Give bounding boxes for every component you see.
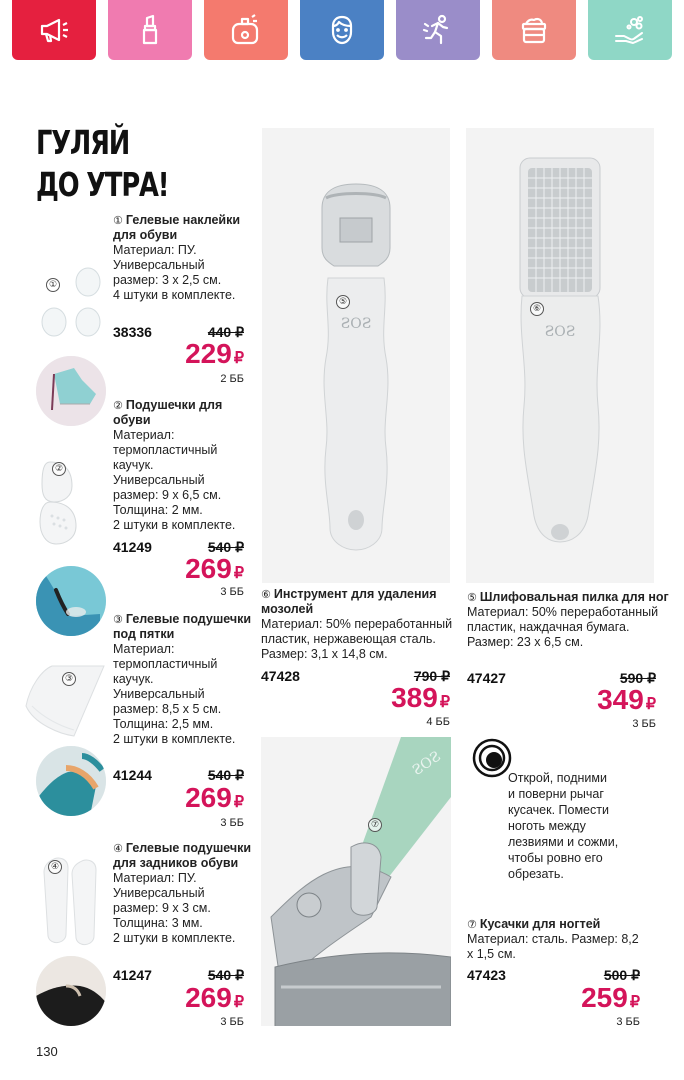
product-3-code: 41244 — [113, 767, 152, 783]
product-7-code: 47423 — [467, 967, 506, 983]
tab-men[interactable] — [300, 0, 384, 60]
product-5-old-price: 590 ₽ — [619, 670, 656, 686]
product-4-price — [150, 982, 244, 1014]
currency-sign: ₽ — [629, 994, 640, 1011]
product-3-desc-3: каучук. — [113, 672, 154, 686]
product-1-bb: 2 ББ — [220, 373, 244, 385]
product-4-desc-1: Материал: ПУ. — [113, 871, 197, 885]
product-4 — [113, 841, 253, 946]
tab-makeup[interactable] — [108, 0, 192, 60]
note-line-7: обрезать. — [508, 867, 564, 881]
product-1-desc-1: Материал: ПУ. — [113, 243, 197, 257]
headline-line-2: ДО УТРА! — [36, 165, 169, 204]
badge-6: ⑥ — [530, 302, 544, 316]
product-2-old-price: 540 ₽ — [207, 539, 244, 555]
svg-text:ƧOƧ: ƧOƧ — [340, 316, 372, 332]
badge-4: ④ — [48, 860, 62, 874]
product-6-bb: 4 ББ — [426, 716, 450, 728]
product-7 — [467, 917, 667, 962]
product-6-old-price: 790 ₽ — [413, 668, 450, 684]
product-6-number: ⑥ — [261, 588, 271, 601]
badge-3: ③ — [62, 672, 76, 686]
product-5-price-value: 349 — [597, 684, 644, 715]
gel-stickers-image — [38, 266, 104, 342]
currency-sign: ₽ — [645, 696, 656, 713]
product-3-desc-5: размер: 8,5 х 5 см. — [113, 702, 222, 716]
product-7-number: ⑦ — [467, 918, 477, 931]
product-3-price-value: 269 — [185, 782, 232, 813]
product-5-desc-1: Материал: 50% переработанный — [467, 605, 659, 619]
product-2-desc-1: Материал: — [113, 428, 175, 442]
product-4-desc-5: 2 штуки в комплекте. — [113, 931, 236, 945]
product-7-title: Кусачки для ногтей — [479, 917, 601, 931]
product-7-desc-2: х 1,5 см. — [467, 947, 516, 961]
product-2-desc-3: каучук. — [113, 458, 154, 472]
product-6-price — [356, 682, 450, 714]
badge-7: ⑦ — [368, 818, 382, 832]
product-2-bb: 3 ББ — [220, 586, 244, 598]
product-5-desc-3: Размер: 23 х 6,5 см. — [467, 635, 584, 649]
currency-sign: ₽ — [233, 994, 244, 1011]
currency-sign: ₽ — [233, 794, 244, 811]
product-2-desc-2: термопластичный — [113, 443, 218, 457]
running-man-icon — [420, 12, 456, 48]
shoe-image-1 — [36, 356, 106, 426]
shoe-image-2 — [36, 566, 106, 636]
product-7-old-price: 500 ₽ — [603, 967, 640, 983]
product-3-bb: 3 ББ — [220, 817, 244, 829]
page-number: 130 — [36, 1044, 58, 1059]
product-4-price-value: 269 — [185, 982, 232, 1013]
badge-5: ⑤ — [336, 295, 350, 309]
product-1-old-price: 440 ₽ — [207, 324, 244, 340]
instruction-note — [508, 770, 658, 882]
product-2 — [113, 398, 253, 533]
product-6-desc-2: пластик, нержавеющая сталь. — [261, 632, 436, 646]
product-5-number: ⑤ — [467, 591, 477, 604]
product-3-desc-4: Универсальный — [113, 687, 205, 701]
perfume-icon — [228, 12, 264, 48]
product-4-desc-3: размер: 9 х 3 см. — [113, 901, 211, 915]
product-2-code: 41249 — [113, 539, 152, 555]
gel-cushions-image — [38, 456, 104, 548]
product-5-desc-2: пластик, наждачная бумага. — [467, 620, 630, 634]
product-3-number: ③ — [113, 613, 123, 626]
svg-text:ƧOƧ: ƧOƧ — [409, 748, 444, 780]
product-6-price-value: 389 — [391, 682, 438, 713]
shoe-image-3 — [36, 746, 106, 816]
megaphone-icon — [36, 12, 72, 48]
cream-jar-icon — [516, 12, 552, 48]
product-6-code: 47428 — [261, 668, 300, 684]
headline-line-1: ГУЛЯЙ — [36, 123, 130, 162]
product-5-price — [562, 684, 656, 716]
currency-sign: ₽ — [439, 694, 450, 711]
note-line-6: чтобы ровно его — [508, 851, 603, 865]
product-3-title: Гелевые подушечки под пятки — [113, 612, 252, 641]
product-4-code: 41247 — [113, 967, 152, 983]
product-2-desc-4: Универсальный — [113, 473, 205, 487]
product-3-price — [150, 782, 244, 814]
product-1-code: 38336 — [113, 324, 152, 340]
product-6-desc-1: Материал: 50% переработанный — [261, 617, 453, 631]
svg-text:ƧOƧ: ƧOƧ — [544, 324, 576, 340]
product-7-bb: 3 ББ — [616, 1016, 640, 1028]
tab-promo[interactable] — [12, 0, 96, 60]
product-3-desc-2: термопластичный — [113, 657, 218, 671]
product-2-desc-6: Толщина: 2 мм. — [113, 503, 203, 517]
badge-1: ① — [46, 278, 60, 292]
note-line-3: кусачек. Помести — [508, 803, 609, 817]
product-1-desc-4: 4 штуки в комплекте. — [113, 288, 236, 302]
product-7-price-value: 259 — [581, 982, 628, 1013]
product-3-desc-1: Материал: — [113, 642, 175, 656]
product-6-desc-3: Размер: 3,1 х 14,8 см. — [261, 647, 388, 661]
product-2-title: Подушечки для обуви — [113, 398, 223, 427]
product-6 — [261, 587, 461, 662]
product-3-desc-6: Толщина: 2,5 мм. — [113, 717, 214, 731]
tab-fragrance[interactable] — [204, 0, 288, 60]
note-line-1: Открой, подними — [508, 771, 607, 785]
product-2-price-value: 269 — [185, 553, 232, 584]
foot-file-photo — [466, 128, 654, 583]
product-5-title: Шлифовальная пилка для ног — [479, 590, 669, 604]
product-4-desc-2: Универсальный — [113, 886, 205, 900]
product-2-number: ② — [113, 399, 123, 412]
product-5-bb: 3 ББ — [632, 718, 656, 730]
product-3-desc-7: 2 штуки в комплекте. — [113, 732, 236, 746]
product-3 — [113, 612, 253, 747]
hand-wash-icon — [612, 12, 648, 48]
tab-wellness[interactable] — [396, 0, 480, 60]
shoe-image-4 — [36, 956, 106, 1026]
product-4-desc-4: Толщина: 3 мм. — [113, 916, 203, 930]
tab-skincare[interactable] — [492, 0, 576, 60]
product-4-bb: 3 ББ — [220, 1016, 244, 1028]
tab-bodycare[interactable] — [588, 0, 672, 60]
note-line-4: ноготь между — [508, 819, 586, 833]
product-2-desc-5: размер: 9 х 6,5 см. — [113, 488, 222, 502]
product-5 — [467, 590, 672, 650]
product-1-desc-3: размер: 3 х 2,5 см. — [113, 273, 222, 287]
page-headline — [36, 122, 168, 206]
product-4-title: Гелевые подушечки для задников обуви — [113, 841, 252, 870]
product-7-desc-1: Материал: сталь. Размер: 8,2 — [467, 932, 639, 946]
product-7-price — [546, 982, 640, 1014]
lipstick-icon — [132, 12, 168, 48]
badge-2: ② — [52, 462, 66, 476]
currency-sign: ₽ — [233, 350, 244, 367]
currency-sign: ₽ — [233, 565, 244, 582]
product-5-code: 47427 — [467, 670, 506, 686]
category-tabs — [12, 0, 672, 60]
product-1-desc-2: Универсальный — [113, 258, 205, 272]
product-4-old-price: 540 ₽ — [207, 967, 244, 983]
product-3-old-price: 540 ₽ — [207, 767, 244, 783]
instruction-icon — [472, 738, 512, 778]
product-2-desc-7: 2 штуки в комплекте. — [113, 518, 236, 532]
product-1-number: ① — [113, 214, 123, 227]
product-4-number: ④ — [113, 842, 123, 855]
nail-clippers-photo — [261, 737, 451, 1026]
callus-remover-photo — [262, 128, 450, 583]
product-2-price — [150, 553, 244, 585]
product-1-title: Гелевые наклейки для обуви — [113, 213, 241, 242]
product-6-title: Инструмент для удаления мозолей — [261, 587, 437, 616]
man-face-icon — [324, 12, 360, 48]
product-1-price — [150, 338, 244, 370]
note-line-5: лезвиями и сожми, — [508, 835, 619, 849]
note-line-2: и поверни рычаг — [508, 787, 604, 801]
product-1 — [113, 213, 253, 303]
product-1-price-value: 229 — [185, 338, 232, 369]
